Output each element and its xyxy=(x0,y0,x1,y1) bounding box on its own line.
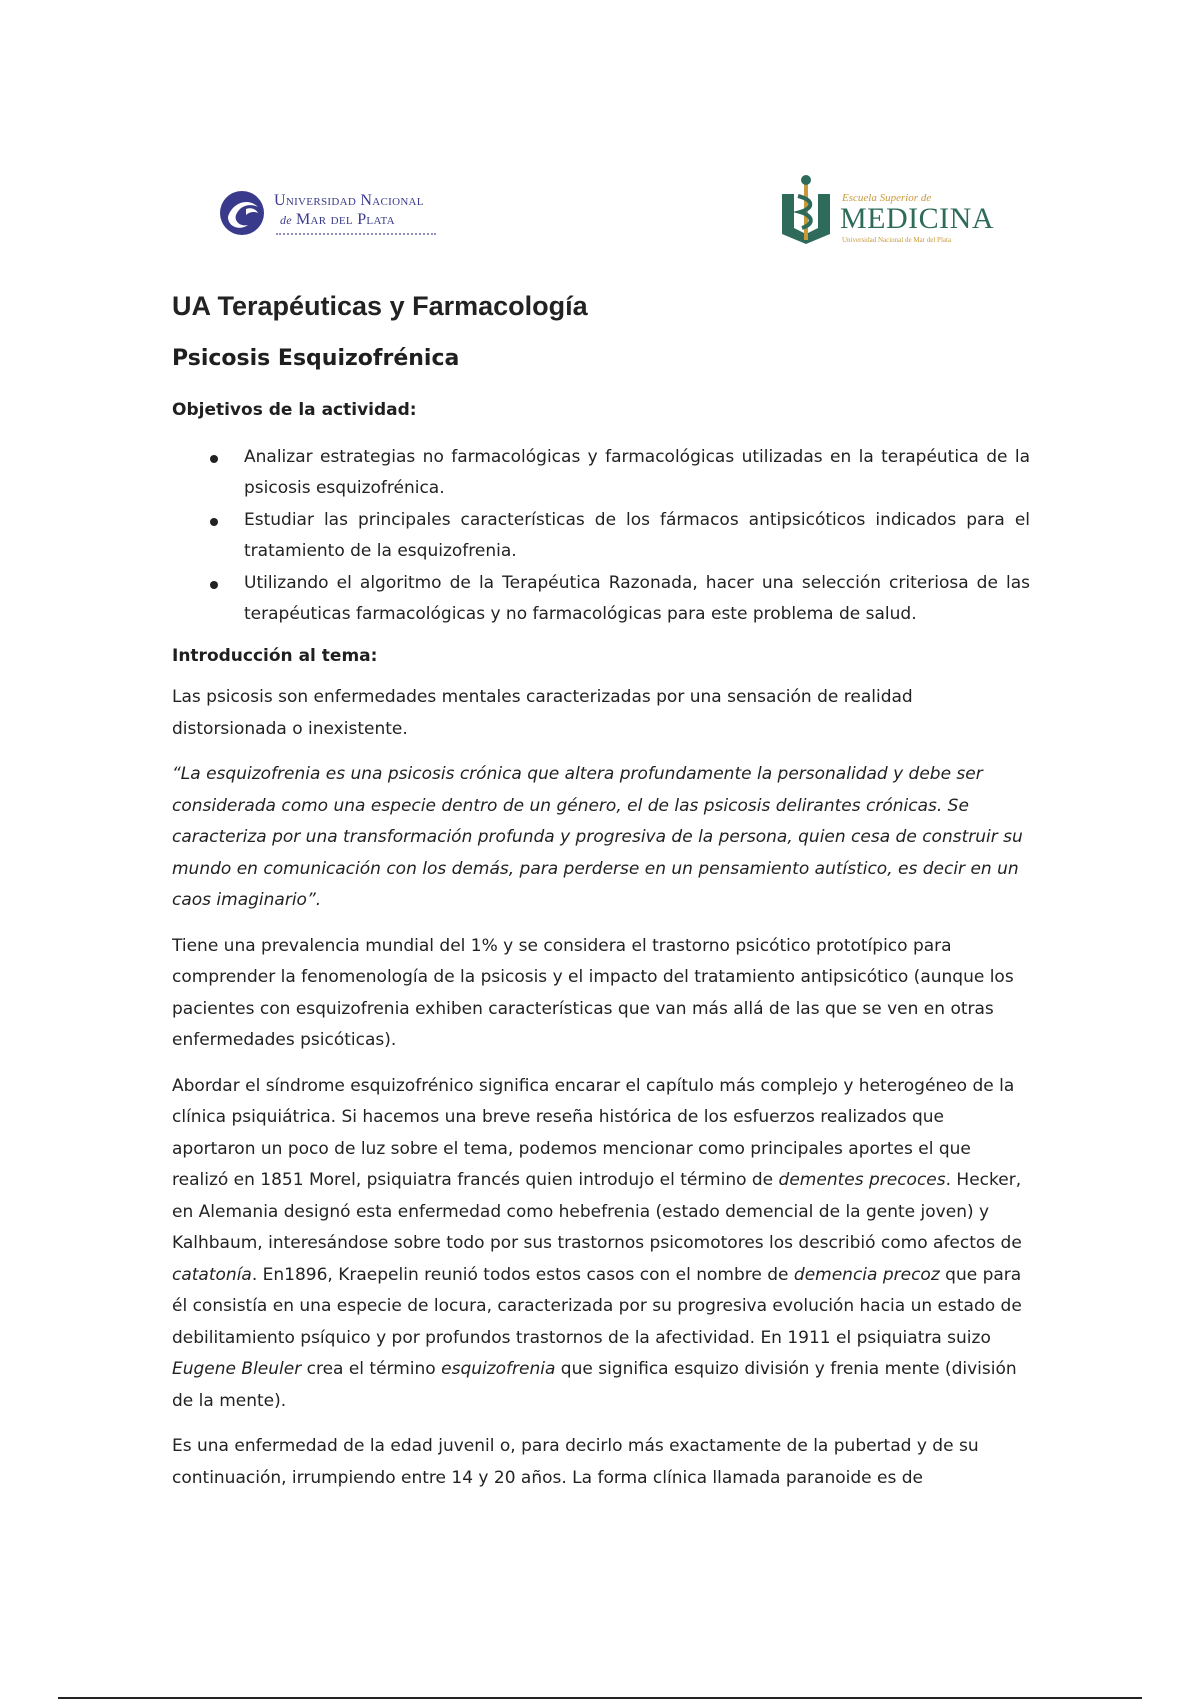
history-emphasis: esquizofrenia xyxy=(441,1359,556,1379)
objective-text: Utilizando el algoritmo de la Terapéutica Razonada, hacer una selección criteriosa de las terapéuticas farmacológicas y no farmacológicas para este problema de salud. xyxy=(244,573,1030,624)
history-text: crea el término xyxy=(301,1359,442,1379)
bullet-icon xyxy=(210,581,218,589)
history-text: . En1896, Kraepelin reunió todos estos casos con el nombre de xyxy=(251,1264,794,1285)
history-emphasis: dementes precoces xyxy=(778,1170,946,1190)
paragraph-onset: Es una enfermedad de la edad juvenil o, para decirlo más exactamente de la pubertad y de su continuación, irrumpiendo entre 14 y 20 años. La forma clínica llamada paranoide es de xyxy=(172,1436,979,1488)
history-emphasis: catatonía xyxy=(172,1264,252,1285)
history-emphasis: Eugene Bleuler xyxy=(172,1359,302,1379)
paragraph-quote: “La esquizofrenia es una psicosis crónica que altera profundamente la personalidad y debe ser considerada como una especie dentro de un género, el de las psicosis delirantes crónicas. Se caracteriza por una transformación profunda y progresiva de la persona, quien cesa de construir su mundo en comunicación con los demás, para perderse en un pensamiento autístico, es decir en un caos imaginario”. xyxy=(172,764,1023,910)
list-item xyxy=(172,568,1030,630)
objectives-list xyxy=(172,442,1030,630)
paragraph-prevalence: Tiene una prevalencia mundial del 1% y se considera el trastorno psicótico prototípico para comprender la fenomenología de la psicosis y el impacto del tratamiento antipsicótico (aunque los pacientes con esquizofrenia exhiben características que van más allá de las que se ven en otras enfermedades psicóticas). xyxy=(172,935,1014,1050)
bullet-icon xyxy=(210,518,218,526)
list-item xyxy=(172,505,1030,567)
paragraph-definition: Las psicosis son enfermedades mentales caracterizadas por una sensación de realidad distorsionada o inexistente. xyxy=(172,687,913,739)
list-item xyxy=(172,442,1030,504)
footer-rule xyxy=(58,1697,1142,1699)
intro-label: Introducción al tema: xyxy=(172,646,378,666)
unmdp-line2: Mar del Plata xyxy=(295,211,395,228)
medicina-small-text: Escuela Superior de xyxy=(842,192,932,204)
unmdp-logo-text xyxy=(274,191,424,230)
history-text: . Hecker, en Alemania designó esta enfermedad como hebefrenia (estado demencial de la gente joven) y Kalhbaum, interesándose sobre todo por sus trastornos psicomotores los describió como afectos de xyxy=(172,1170,1022,1253)
bullet-icon xyxy=(210,455,218,463)
objective-text: Analizar estrategias no farmacológicas y farmacológicas utilizadas en la terapéutica de la psicosis esquizofrénica. xyxy=(244,447,1030,498)
caduceus-shield-icon xyxy=(778,172,834,248)
history-text: que para él consistía en una especie de locura, caracterizada por su progresiva evolución hacia un estado de debilitamiento psíquico y por profundos trastornos de la afectividad. En 1911 el psiquiatra suizo xyxy=(172,1264,1022,1348)
medicina-logo xyxy=(778,172,998,252)
objective-text: Estudiar las principales características de los fármacos antipsicóticos indicados para el tratamiento de la esquizofrenia. xyxy=(244,510,1030,561)
document-title: Psicosis Esquizofrénica xyxy=(172,346,460,371)
objectives-label: Objetivos de la actividad: xyxy=(172,400,417,420)
unmdp-logo xyxy=(218,185,468,245)
unmdp-line1: Universidad Nacional xyxy=(274,192,424,209)
unmdp-de: de xyxy=(280,213,292,227)
document-body xyxy=(172,288,1030,1494)
medicina-tiny-text: Universidad Nacional de Mar del Plata xyxy=(842,236,952,244)
paragraph-history xyxy=(172,1071,1030,1418)
medicina-big-text: MEDICINA xyxy=(840,202,994,235)
history-text: Abordar el síndrome esquizofrénico significa encarar el capítulo más complejo y heterogéneo de la clínica psiquiátrica. Si hacemos una breve reseña histórica de los esfuerzos realizados que aportaron un poco de luz sobre el tema, podemos mencionar como principales aportes el que realizó en 1851 Morel, psiquiatra francés quien introdujo el término de xyxy=(172,1075,1015,1190)
history-emphasis: demencia precoz xyxy=(793,1264,940,1285)
wave-emblem-icon xyxy=(218,189,266,237)
history-text: que significa esquizo división y frenia mente (división de la mente). xyxy=(172,1359,1017,1411)
unmdp-dotted-rule xyxy=(276,233,436,235)
ua-title: UA Terapéuticas y Farmacología xyxy=(172,291,588,321)
